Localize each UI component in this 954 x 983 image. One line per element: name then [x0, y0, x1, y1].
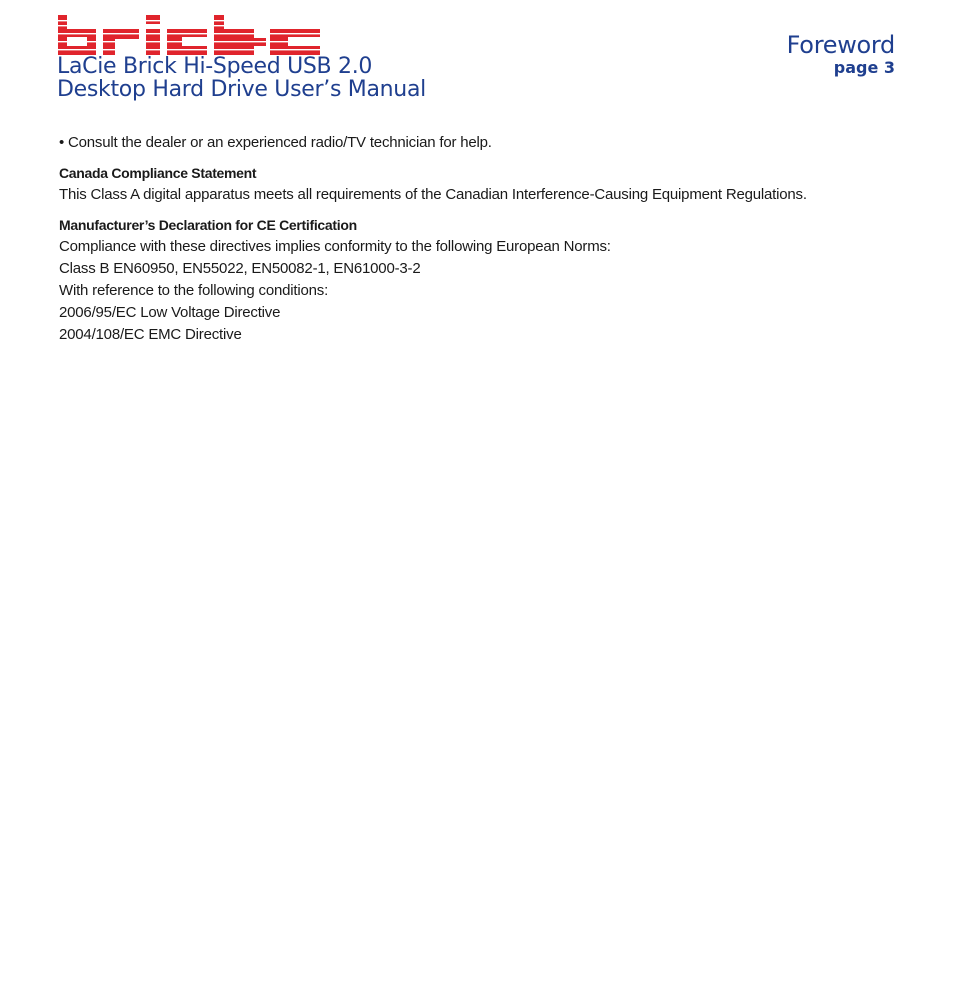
- canada-compliance-heading: Canada Compliance Statement: [59, 165, 257, 181]
- ce-declaration-line: Compliance with these directives implies conformity to the following European Norms:: [59, 238, 611, 255]
- page-content: [59, 132, 895, 346]
- page-number: page 3: [833, 58, 895, 77]
- ce-declaration-heading: Manufacturer’s Declaration for CE Certification: [59, 217, 357, 233]
- ce-declaration-line: 2004/108/EC EMC Directive: [59, 326, 242, 343]
- document-title: [57, 55, 426, 101]
- canada-compliance-text: This Class A digital apparatus meets all requirements of the Canadian Interference-Causing Equipment Regulations.: [59, 186, 807, 203]
- bullet-item: • Consult the dealer or an experienced radio/TV technician for help.: [59, 134, 492, 151]
- section-title: Foreword: [786, 31, 895, 59]
- brick-logo: [58, 15, 320, 55]
- ce-declaration-line: With reference to the following conditions:: [59, 282, 329, 299]
- document-title-line-2: Desktop Hard Drive User’s Manual: [57, 77, 426, 102]
- ce-declaration-line: Class B EN60950, EN55022, EN50082-1, EN61000-3-2: [59, 260, 421, 277]
- document-title-line-1: LaCie Brick Hi-Speed USB 2.0: [57, 54, 373, 79]
- ce-declaration-line: 2006/95/EC Low Voltage Directive: [59, 304, 281, 321]
